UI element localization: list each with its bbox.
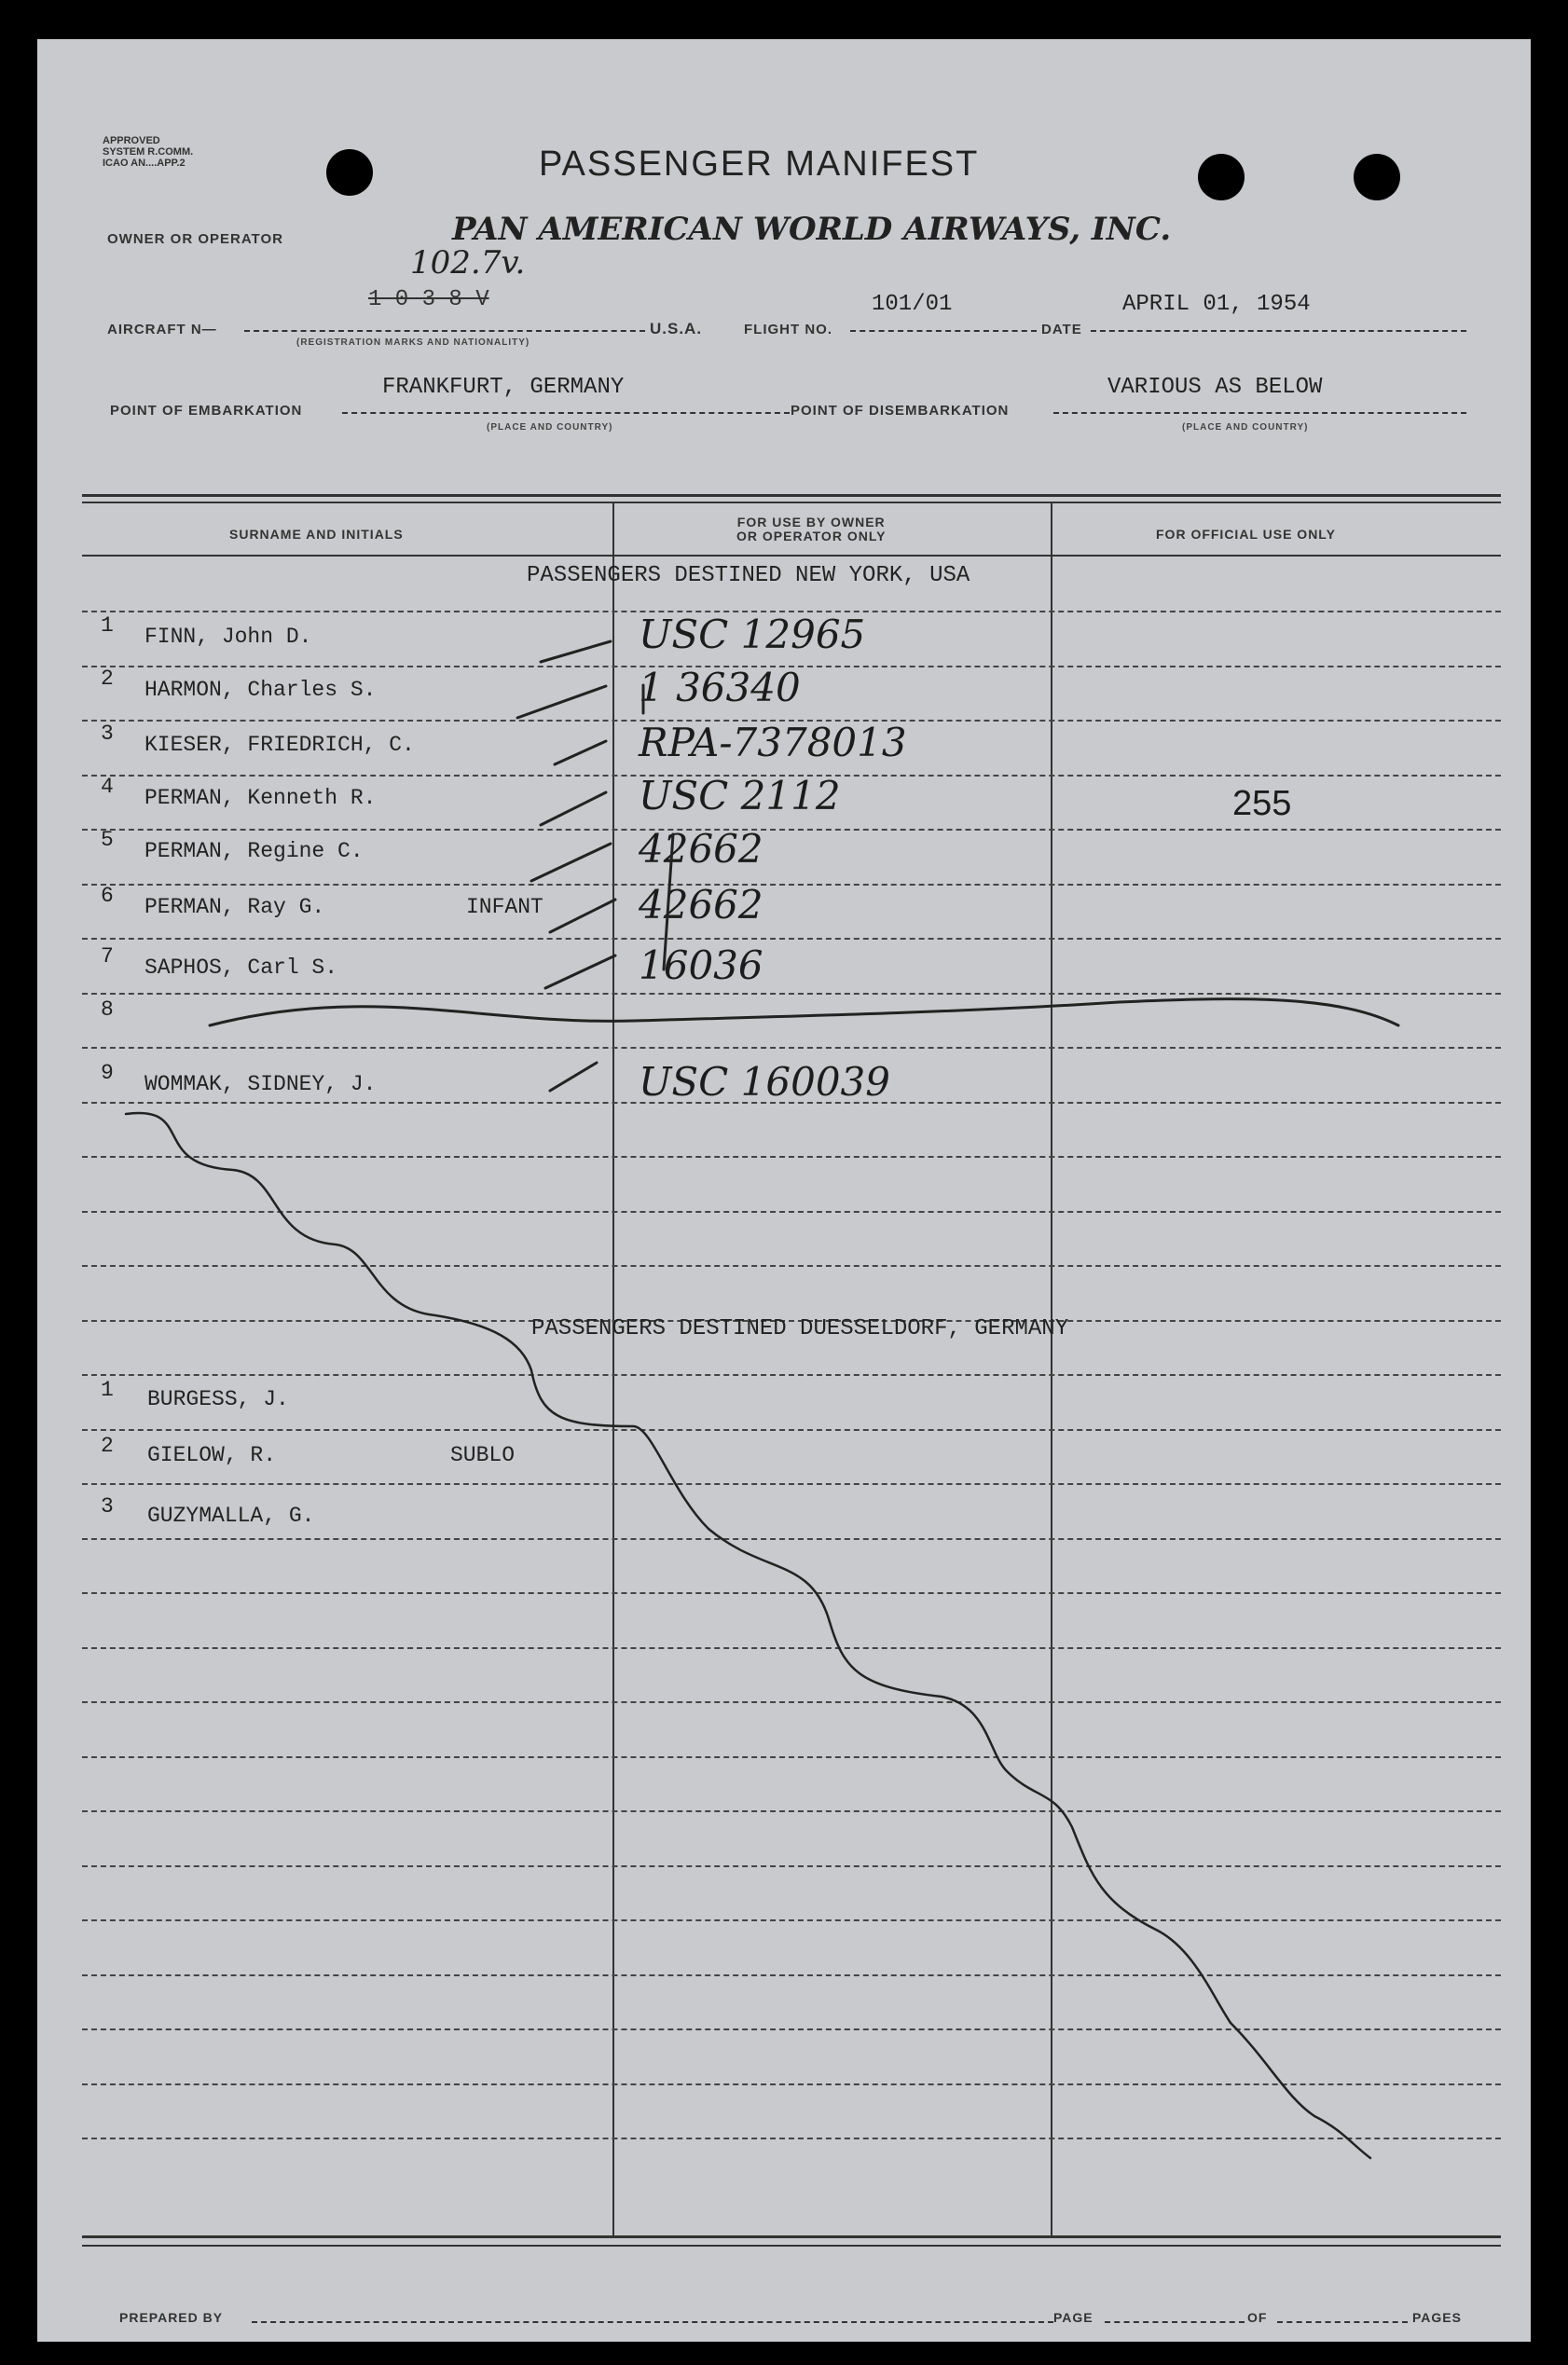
void-line: [126, 1113, 1370, 2158]
owner-use-entry: RPA-7378013: [639, 720, 907, 765]
passenger-name: WOMMAK, SIDNEY, J.: [144, 1072, 377, 1096]
row-number: 3: [101, 722, 114, 746]
row-number: 6: [101, 884, 114, 908]
prepared-by-label: PREPARED BY: [119, 2310, 224, 2325]
check-mark: [541, 641, 611, 662]
void-line: [210, 999, 1398, 1025]
check-mark: [555, 741, 606, 764]
official-use-entry: 255: [1232, 784, 1292, 823]
owner-use-entry: USC 12965: [639, 612, 866, 657]
row-number: 4: [101, 775, 114, 799]
page-underline: [1105, 2321, 1245, 2323]
row-number: 7: [101, 944, 114, 969]
passenger-name: PERMAN, Regine C.: [144, 839, 364, 863]
row-number: 1: [101, 613, 114, 638]
row-number: 3: [101, 1494, 114, 1519]
owner-use-entry: 42662: [639, 882, 763, 928]
approval-line: APPROVED: [103, 135, 160, 146]
embarkation-label: POINT OF EMBARKATION: [110, 403, 303, 419]
owner-value: PAN AMERICAN WORLD AIRWAYS, INC.: [452, 211, 1172, 248]
column-header-line: FOR USE BY OWNER: [736, 515, 886, 529]
aircraft-struck-value: 1 0 3 8 V: [368, 287, 489, 312]
passenger-name: PERMAN, Kenneth R.: [144, 786, 377, 810]
owner-use-entry: 42662: [639, 826, 763, 872]
column-header-line: OR OPERATOR ONLY: [736, 529, 887, 543]
approval-line: ICAO AN....APP.2: [103, 158, 186, 169]
registration-caption: (REGISTRATION MARKS AND NATIONALITY): [296, 337, 530, 348]
disembarkation-value: VARIOUS AS BELOW: [1107, 375, 1323, 400]
row-number: 8: [101, 997, 114, 1022]
passenger-name: BURGESS, J.: [147, 1387, 289, 1411]
check-mark: [545, 956, 615, 988]
pages-label: PAGES: [1412, 2310, 1462, 2325]
row-number: 1: [101, 1378, 114, 1402]
passenger-name: GIELOW, R.: [147, 1443, 277, 1467]
flight-value: 101/01: [872, 292, 953, 317]
passenger-note: SUBLO: [450, 1443, 516, 1467]
of-label: OF: [1247, 2310, 1268, 2325]
owner-label: OWNER OR OPERATOR: [107, 231, 283, 247]
prepared-by-underline: [252, 2321, 1053, 2323]
passenger-note: INFANT: [466, 895, 543, 919]
owner-use-entry: 1 36340: [639, 665, 801, 710]
usa-label: U.S.A.: [650, 320, 703, 337]
passenger-name: GUZYMALLA, G.: [147, 1504, 315, 1528]
flight-label: FLIGHT NO.: [744, 322, 832, 337]
row-number: 5: [101, 828, 114, 852]
ditto-mark: [664, 834, 673, 969]
embarkation-caption: (PLACE AND COUNTRY): [487, 422, 613, 433]
owner-use-entry: 16036: [639, 942, 763, 988]
check-mark: [531, 844, 611, 881]
section-heading: PASSENGERS DESTINED DUESSELDORF, GERMANY: [531, 1316, 1069, 1341]
passenger-name: SAPHOS, Carl S.: [144, 956, 338, 980]
disembarkation-caption: (PLACE AND COUNTRY): [1182, 422, 1309, 433]
column-header-surname: SURNAME AND INITIALS: [229, 527, 404, 542]
page-label: PAGE: [1053, 2310, 1093, 2325]
passenger-name: KIESER, FRIEDRICH, C.: [144, 733, 415, 757]
column-header-official-use: FOR OFFICIAL USE ONLY: [1156, 527, 1336, 542]
embarkation-value: FRANKFURT, GERMANY: [382, 375, 625, 400]
passenger-name: FINN, John D.: [144, 625, 312, 649]
approval-line: SYSTEM R.COMM.: [103, 146, 194, 158]
row-number: 2: [101, 667, 114, 691]
section-heading: PASSENGERS DESTINED NEW YORK, USA: [527, 563, 970, 588]
check-mark: [541, 792, 606, 825]
aircraft-handwritten: 102.7v.: [410, 244, 526, 282]
check-mark: [517, 686, 606, 718]
of-underline: [1277, 2321, 1408, 2323]
check-mark: [550, 1063, 597, 1091]
disembarkation-label: POINT OF DISEMBARKATION: [791, 403, 1010, 419]
owner-use-entry: USC 2112: [639, 773, 841, 818]
date-label: DATE: [1041, 322, 1082, 337]
passenger-name: PERMAN, Ray G.: [144, 895, 325, 919]
aircraft-label: AIRCRAFT N—: [107, 322, 217, 337]
form-title: PASSENGER MANIFEST: [539, 144, 980, 184]
owner-use-entry: USC 160039: [639, 1059, 890, 1105]
check-mark: [550, 900, 615, 932]
passenger-name: HARMON, Charles S.: [144, 678, 377, 702]
row-number: 2: [101, 1434, 114, 1458]
date-value: APRIL 01, 1954: [1122, 292, 1311, 317]
row-number: 9: [101, 1061, 114, 1085]
